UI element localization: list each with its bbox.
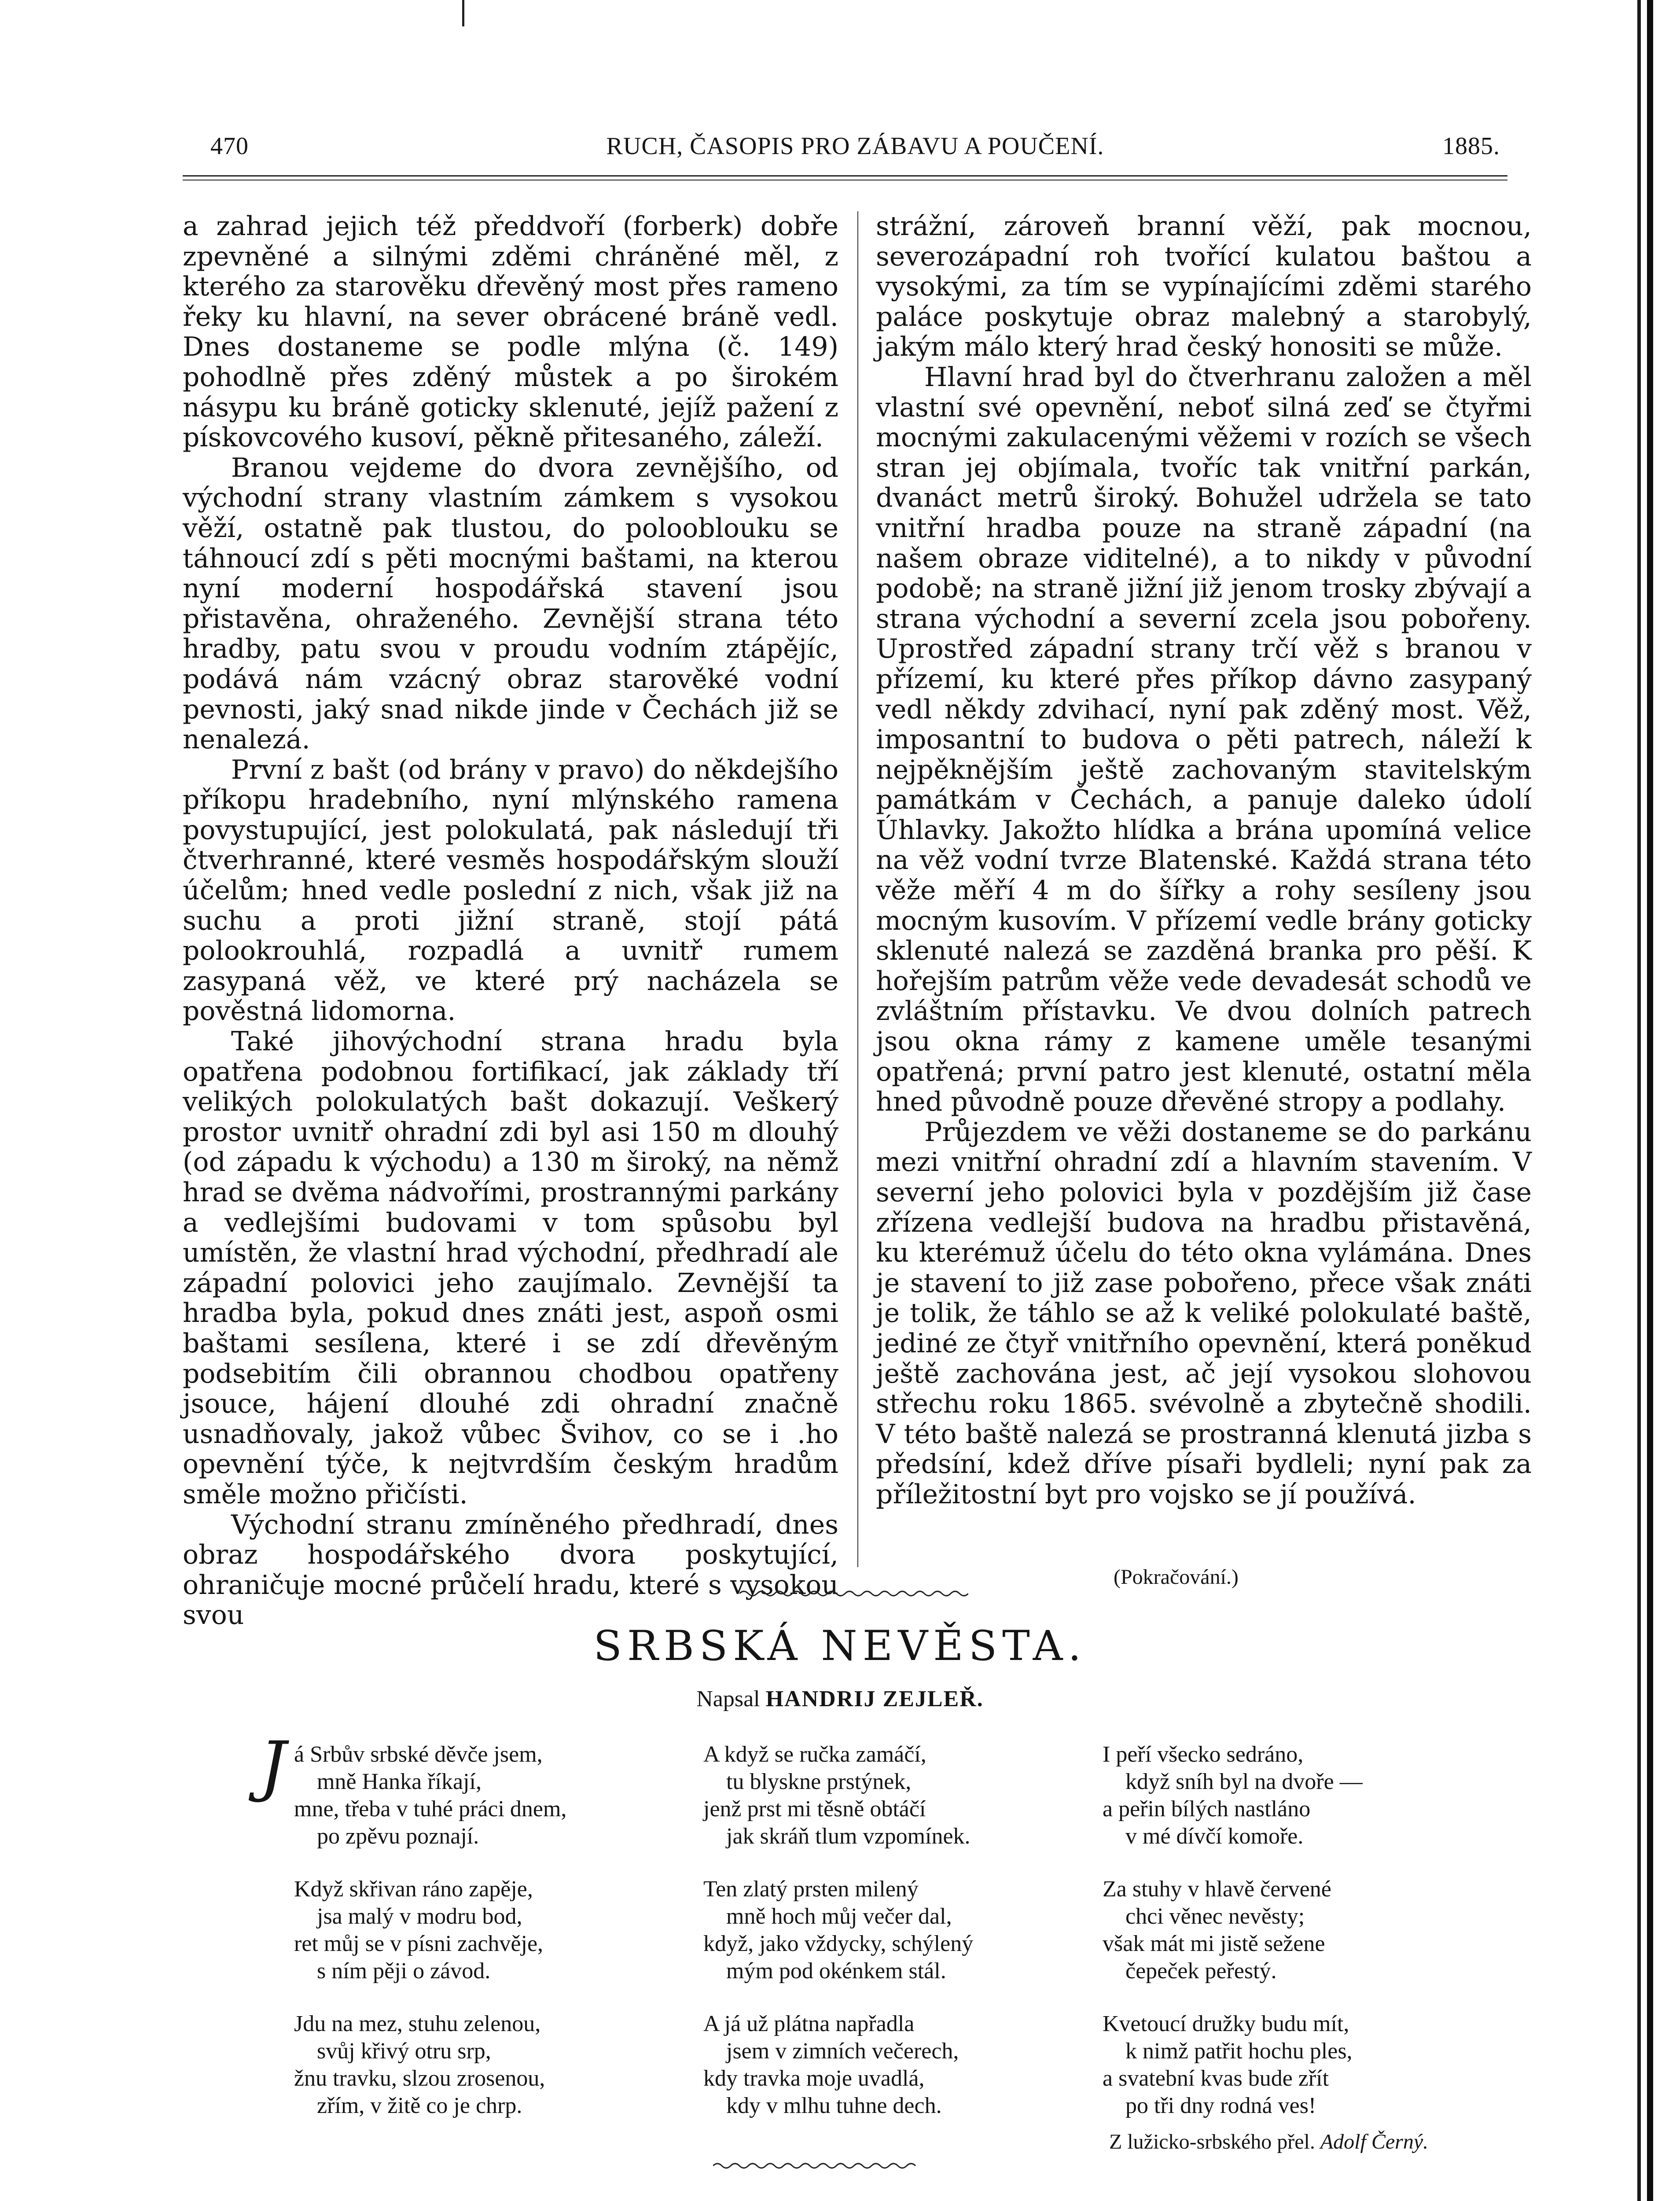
paragraph: strážní, zároveň branní věží, pak mocnou, severozápadní roh tvořící kulatou baštou a vysokými, za tím se vypínajícími zděmi starého paláce poskytuje obraz malebný a starobylý, jakým málo který hrad český honositi se může. — [876, 211, 1532, 363]
verse-line: mně hoch můj večer dal, — [726, 1904, 952, 1929]
article-right-column — [876, 211, 1532, 1510]
verse-line: mne, třeba v tuhé práci dnem, — [294, 1796, 567, 1822]
header-rule — [183, 175, 1507, 177]
byline-prefix: Napsal — [696, 1686, 760, 1711]
translator-credit — [1109, 2130, 1428, 2154]
verse-line: kdy v mlhu tuhne dech. — [726, 2093, 942, 2118]
verse-line: mně Hanka říkají, — [317, 1769, 482, 1794]
page-number: 470 — [210, 133, 249, 160]
verse-line: po tři dny rodná ves! — [1125, 2093, 1316, 2118]
verse-line: však mát mi jistě sežene — [1103, 1931, 1325, 1956]
scan-binding-edge — [1637, 0, 1641, 2201]
stanza — [294, 2010, 690, 2120]
verse-line: mým pod okénkem stál. — [726, 1958, 946, 1984]
verse-line: jenž prst mi těsně obtáčí — [703, 1796, 926, 1822]
stanza — [294, 1741, 690, 1850]
verse-line: á Srbův srbské děvče jsem, — [294, 1742, 543, 1767]
verse-line: svůj křivý otru srp, — [317, 2039, 491, 2064]
verse-line: po zpěvu poznají. — [317, 1824, 479, 1849]
verse-line: jak skráň tlum vzpomínek. — [726, 1824, 971, 1849]
verse-line: kdy travka moje uvadlá, — [703, 2066, 925, 2091]
verse-line: Ten zlatý prsten milený — [703, 1877, 919, 1902]
verse-line: jsa malý v modru bod, — [317, 1904, 522, 1929]
drop-cap: J — [260, 1728, 287, 1804]
poem-column-1 — [260, 1728, 690, 2145]
running-header — [210, 132, 1500, 167]
scan-edge-mark — [462, 0, 464, 26]
stanza — [703, 1741, 1099, 1850]
verse-line: v mé dívčí komoře. — [1125, 1824, 1304, 1849]
verse-line: Jdu na mez, stuhu zelenou, — [294, 2011, 541, 2036]
verse-line: když, jako vždycky, schýlený — [703, 1931, 974, 1956]
paragraph: Také jihovýchodní strana hradu byla opatřena podobnou fortifikací, jak základy tří velikých polokulatých bašt dokazují. Veškerý prostor uvnitř ohradní zdi byl asi 150 m dlouhý (od západu k východu) a 130 m široký, na němž hrad se dvěma nádvořími, prostrannými parkány a vedlejšími budovami v tom spůsobu byl umístěn, že vlastní hrad východní, předhradí ale západní polovici jeho zaujímalo. Zevnější ta hradba byla, pokud dnes znáti jest, aspoň osmi baštami sesílena, které i se zdí dřevěným podsebitím čili obrannou chodbou opatřeny jsouce, hájení dlouhé zdi ohradní značně usnadňovaly, jakož vůbec Švihov, co se i .ho opevnění týče, k nejtvrdším českým hradům směle možno přičísti. — [183, 1026, 838, 1510]
scan-binding-edge-outer — [1647, 0, 1653, 2201]
verse-line: žnu travku, slzou zrosenou, — [294, 2066, 545, 2091]
verse-line: s ním pěji o závod. — [317, 1958, 491, 1984]
verse-line: A když se ručka zamáčí, — [703, 1742, 926, 1767]
verse-line: Za stuhy v hlavě červené — [1103, 1877, 1331, 1902]
verse-line: I peří všecko sedráno, — [1103, 1742, 1304, 1767]
paragraph: První z bašt (od brány v pravo) do někdejšího příkopu hradebního, nyní mlýnského ramena povystupující, jest polokulatá, pak následují tři čtverhranné, které vesměs hospodářským slouží účelům; hned vedle poslední z nich, však již na suchu a proti jižní straně, stojí pátá polookrouhlá, rozpadlá a uvnitř rumem zasypaná věž, ve které prý nacházela se pověstná lidomorna. — [183, 754, 838, 1027]
column-divider — [857, 211, 858, 1567]
publication-year: 1885. — [1442, 133, 1500, 160]
paragraph: Hlavní hrad byl do čtverhranu založen a měl vlastní své opevnění, neboť silná zeď se čtyřmi mocnými zakulacenými věžemi v rozích se všech stran jej objímala, tvoříc tak vnitřní parkán, dvanáct metrů široký. Bohužel udržela se tato vnitřní hradba pouze na straně západní (na našem obraze viditelné), a to nikdy v původní podobě; na straně jižní již jenom trosky zbývají a strana východní a severní zcela jsou pobořeny. Uprostřed západní strany trčí věž s branou v přízemí, ku které přes příkop dávno zasypaný vedl někdy zdvihací, nyní pak zděný most. Věž, imposantní to budova o pěti patrech, náleží k nejpěknějším ještě zachovaným stavitelským památkám v Čechách, a panuje daleko údolí Úhlavky. Jakožto hlídka a brána upomíná velice na věž vodní tvrze Blatenské. Každá strana této věže měří 4 m do šířky a rohy sesíleny jsou mocným kusovím. V přízemí vedle brány goticky sklenuté nalezá se zazděná branka pro pěší. K hořejším patrům věže vede devadesát schodů ve zvláštním přístavku. Ve dvou dolních patrech jsou okna rámy z kamene uměle tesanými opatřená; první patro jest klenuté, ostatní měla hned původně pouze dřevěné stropy a podlahy. — [876, 361, 1532, 1118]
wavy-ornament-divider — [739, 1587, 968, 1600]
verse-line: Kvetoucí družky budu mít, — [1103, 2011, 1349, 2036]
verse-line: Když skřivan ráno zapěje, — [294, 1877, 533, 1902]
verse-line: k nimž patřit hochu ples, — [1125, 2039, 1353, 2064]
translation-note: Z lužicko-srbského přel. — [1109, 2130, 1315, 2153]
verse-line: čepeček peřestý. — [1125, 1958, 1277, 1984]
paragraph: Východní stranu zmíněného předhradí, dnes obraz hospodářského dvora poskytující, ohraničuje mocné průčelí hradu, které s vysokou svou — [183, 1509, 838, 1631]
stanza — [1103, 2010, 1565, 2120]
stanza — [703, 1876, 1099, 1985]
translator-name: Adolf Černý. — [1320, 2130, 1429, 2153]
poem-byline — [0, 1686, 1680, 1712]
wavy-ornament-divider — [713, 2159, 920, 2172]
stanza — [1103, 1876, 1565, 1985]
poem-title: SRBSKÁ NEVĚSTA. — [593, 1622, 1087, 1670]
verse-line: zřím, v žitě co je chrp. — [317, 2093, 522, 2118]
journal-title: RUCH, ČASOPIS PRO ZÁBAVU A POUČENÍ. — [606, 133, 1104, 160]
poem-author: HANDRIJ ZEJLEŘ. — [765, 1686, 984, 1711]
stanza — [1103, 1741, 1565, 1850]
stanza — [294, 1876, 690, 1985]
verse-line: jsem v zimních večerech, — [726, 2039, 959, 2064]
paragraph: Branou vejdeme do dvora zevnějšího, od východní strany vlastním zámkem s vysokou věží, ostatně pak tlustou, do polooblouku se táhnoucí zdí s pěti mocnými baštami, na kterou nyní moderní hospodářská stavení jsou přistavěna, ohraženého. Zevnější strana této hradby, patu svou v proudu vodním ztápějíc, podává nám vzácný obraz starověké vodní pevnosti, jaký snad nikde jinde v Čechách již se nenalezá. — [183, 452, 838, 755]
verse-line: a peřin bílých nastláno — [1103, 1796, 1311, 1822]
poem-column-3 — [1103, 1741, 1565, 2145]
continued-note: (Pokračování.) — [1114, 1565, 1239, 1589]
paragraph: a zahrad jejich též předdvoří (forberk) dobře zpevněné a silnými zděmi chráněné měl, z kterého za starověku dřevěný most přes rameno řeky ku hlavní, na sever obrácené bráně vedl. Dnes dostaneme se podle mlýna (č. 149) pohodlně přes zděný můstek a po širokém násypu ku bráně goticky sklenuté, jejíž pažení z pískovcového kusoví, pěkně přitesaného, záleží. — [183, 211, 838, 453]
verse-line: tu blyskne prstýnek, — [726, 1769, 912, 1794]
paragraph: Průjezdem ve věži dostaneme se do parkánu mezi vnitřní ohradní zdí a hlavním stavením. V severní jeho polovici byla v pozdějším již čase zřízena vedlejší budova na hradbu přistavěná, ku kterémuž účelu do této okna vylámána. Dnes je stavení to již zase pobořeno, přece však znáti je tolik, že táhlo se až k veliké polokulaté baště, jediné ze čtyř vnitřního opevnění, která poněkud ještě zachována jest, ač její vysokou slohovou střechu roku 1865. svévolně a zbytečně shodili. V této baště nalezá se prostranná klenutá jizba s předsíní, kdež dříve písaři bydleli; nyní pak za příležitostní byt pro vojsko se jí používá. — [876, 1116, 1532, 1510]
verse-line: když sníh byl na dvoře — — [1125, 1769, 1363, 1794]
verse-line: chci věnec nevěsty; — [1125, 1904, 1305, 1929]
verse-line: A já už plátna napřadla — [703, 2011, 915, 2036]
article-left-column — [183, 211, 838, 1631]
verse-line: ret můj se v písni zachvěje, — [294, 1931, 544, 1956]
poem-column-2 — [703, 1741, 1099, 2145]
verse-line: a svatební kvas bude zřít — [1103, 2066, 1329, 2091]
stanza — [703, 2010, 1099, 2120]
